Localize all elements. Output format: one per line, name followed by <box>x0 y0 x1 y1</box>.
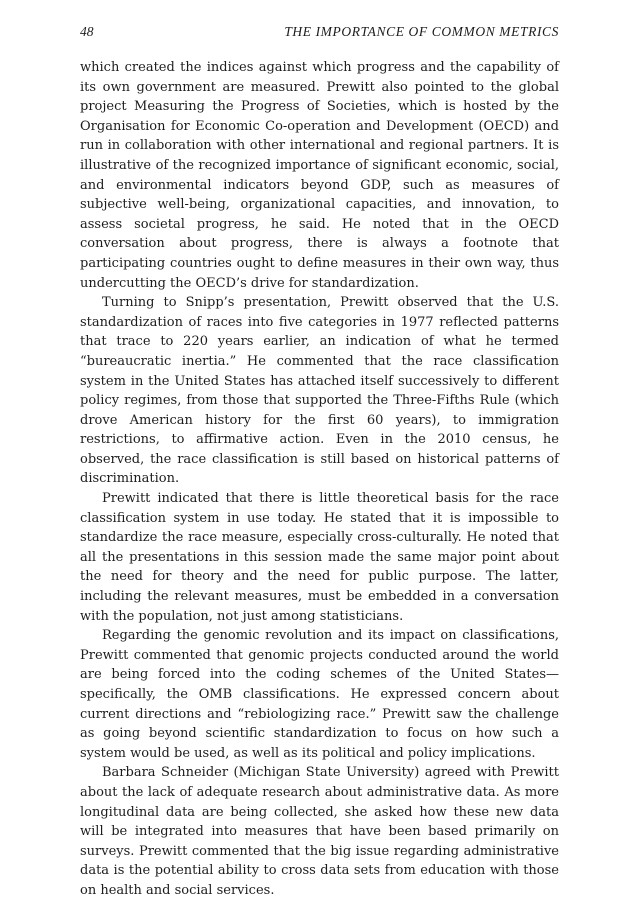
paragraph: Regarding the genomic revolution and its impact on classifications, Prewitt commented that genomic projects conducted around the world are being forced into the coding schemes of the United States—specifically, the OMB classifications. He expressed concern about current directions and “rebiologizing race.” Prewitt saw the challenge as going beyond scientific standardization to focus on how such a system would be used, as well as its political and policy implications. <box>80 628 559 761</box>
body-text <box>80 58 559 901</box>
paragraph: Prewitt indicated that there is little theoretical basis for the race classification system in use today. He stated that it is impossible to standardize the race measure, especially cross-culturally. He noted that all the presentations in this session made the same major point about the need for theory and the need for public purpose. The latter, including the relevant measures, must be embedded in a conversation with the population, not just among statisticians. <box>80 491 559 624</box>
page-number: 48 <box>80 24 94 39</box>
running-title: THE IMPORTANCE OF COMMON METRICS <box>284 24 559 39</box>
paragraph-continued: which created the indices against which progress and the capability of its own government are measured. Prewitt also pointed to the global project Measuring the Progress of Societies, which is hosted by the Organisation for Economic Co-operation and Development (OECD) and run in collaboration with other international and regional partners. It is illustrative of the recognized importance of significant economic, social, and environmental indicators beyond GDP, such as measures of subjective well-being, organizational capacities, and innovation, to assess societal progress, he said. He noted that in the OECD conversation about progress, there is always a footnote that participating countries ought to define measures in their own way, thus undercutting the OECD’s drive for standardization. <box>80 60 559 291</box>
paragraph: Barbara Schneider (Michigan State University) agreed with Prewitt about the lack of adequate research about administrative data. As more longitudinal data are being collected, she asked how these new data will be integrated into measures that have been based primarily on surveys. Prewitt commented that the big issue regarding administrative data is the potential ability to cross data sets from education with those on health and social services. <box>80 765 559 898</box>
running-header <box>80 21 559 43</box>
paragraph: Turning to Snipp’s presentation, Prewitt observed that the U.S. standardization of races into five categories in 1977 reflected patterns that trace to 220 years earlier, an indication of what he termed “bureaucratic inertia.” He commented that the race classification system in the United States has attached itself successively to different policy regimes, from those that supported the Three-Fifths Rule (which drove American history for the first 60 years), to immigration restrictions, to affirmative action. Even in the 2010 census, he observed, the race classification is still based on historical patterns of discrimination. <box>80 295 559 487</box>
